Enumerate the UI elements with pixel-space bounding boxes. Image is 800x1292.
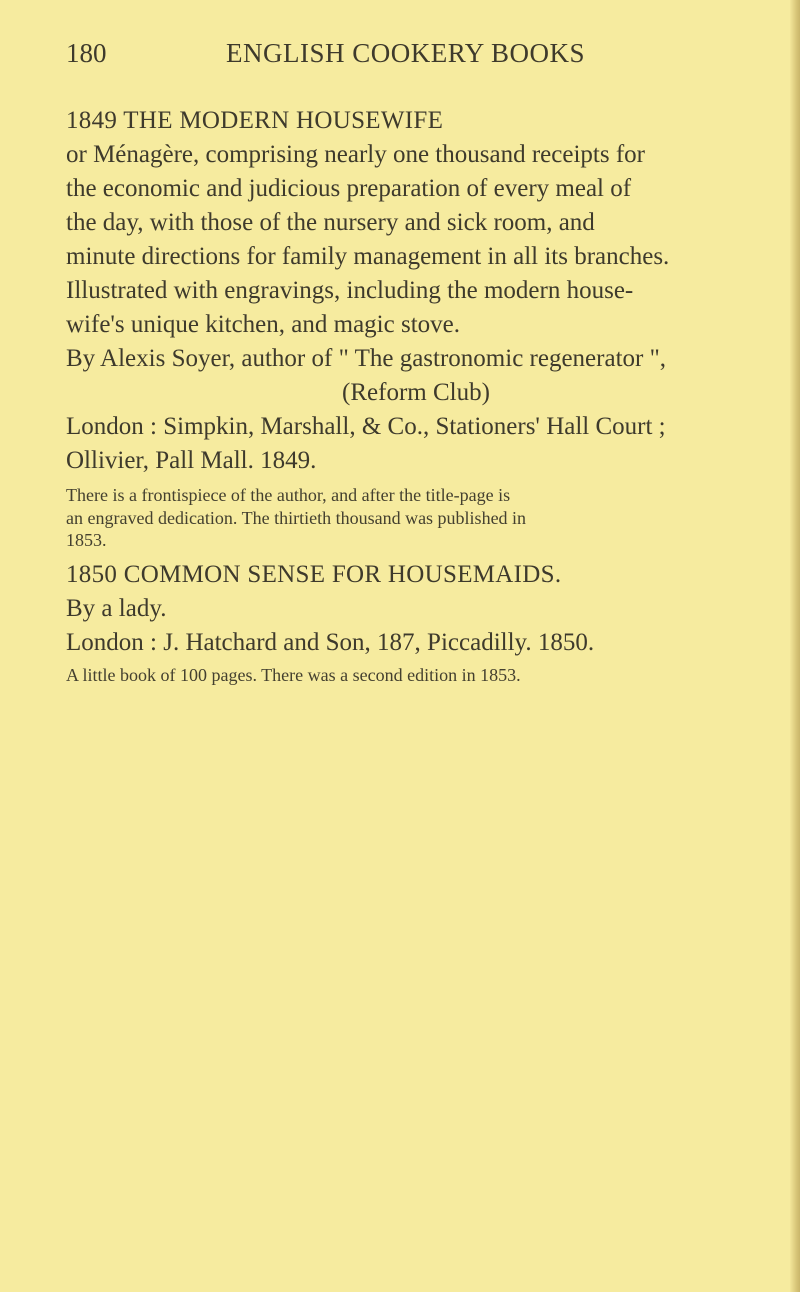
entry-note: A little book of 100 pages. There was a second edition in 1853. [66, 665, 521, 685]
page-edge [790, 0, 800, 1292]
page-header [0, 38, 800, 78]
entry-line: or Ménagère, comprising nearly one thousand receipts for [66, 141, 645, 168]
entry-line: the day, with those of the nursery and sick room, and [66, 209, 595, 236]
entry-line: the economic and judicious preparation of every meal of [66, 175, 632, 202]
entry-note: an engraved dedication. The thirtieth thousand was published in [66, 507, 527, 528]
entry-line: (Reform Club) [342, 379, 490, 406]
entry-1849 [66, 104, 766, 552]
entry-line: Illustrated with engravings, including the modern house- [66, 277, 634, 304]
entry-title: 1850 COMMON SENSE FOR HOUSEMAIDS. [66, 561, 562, 588]
entry-line: By a lady. [66, 595, 167, 622]
running-title: ENGLISH COOKERY BOOKS [226, 38, 586, 68]
entry-title: 1849 THE MODERN HOUSEWIFE [66, 107, 444, 134]
entry-note: There is a frontispiece of the author, and after the title-page is [66, 485, 511, 505]
entry-line: minute directions for family management in all its branches. [66, 243, 670, 270]
page-number: 180 [66, 38, 107, 68]
entry-note: 1853. [66, 530, 107, 550]
entry-line: London : J. Hatchard and Son, 187, Piccadilly. 1850. [66, 629, 595, 656]
entry-line: Ollivier, Pall Mall. 1849. [66, 447, 317, 474]
entry-line: London : Simpkin, Marshall, & Co., Stationers' Hall Court ; [66, 413, 666, 440]
entry-line: By Alexis Soyer, author of " The gastronomic regenerator ", [66, 345, 667, 372]
entry-line: wife's unique kitchen, and magic stove. [66, 311, 460, 338]
entry-1850 [66, 558, 766, 687]
